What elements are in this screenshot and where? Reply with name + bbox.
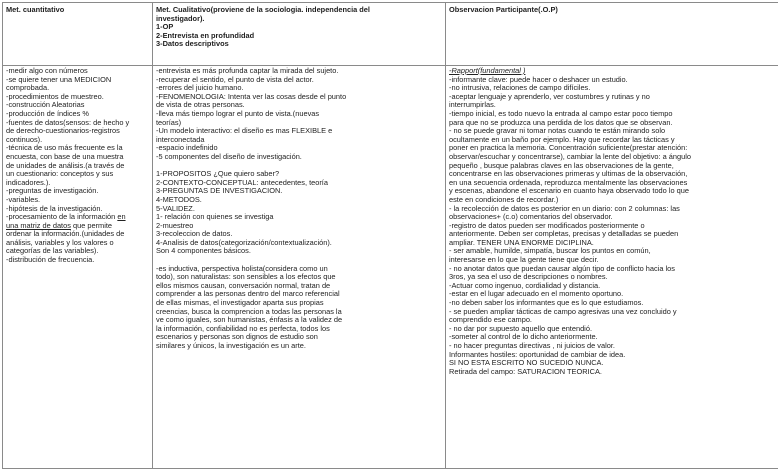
text-line: -producción de índices % (6, 109, 89, 118)
text-line: de vista de otras personas. (156, 101, 245, 110)
text-line: de derecho-cuestionarios-registros (6, 127, 120, 136)
text-fragment: que permite (70, 221, 113, 230)
text-line: -FENOMENOLOGIA: Intenta ver las cosas desde el punto (156, 92, 347, 101)
text-line: observar/escuchar y concentrarse), cambiar la lente del objetivo: a ángulo (449, 152, 691, 161)
text-line: -no intrusiva, relaciones de campo difíciles. (449, 84, 591, 93)
text-line: -preguntas de investigación. (6, 187, 99, 196)
text-line: 1- relación con quienes se investiga (156, 213, 274, 222)
text-line: comprobada. (6, 84, 50, 93)
header-qualitative (153, 3, 446, 66)
text-line: comprender a las personas dentro del marco referencial (156, 290, 340, 299)
text-line: -registro de datos pueden ser modificados posteriormente o (449, 221, 645, 230)
text-line: - la recolección de datos es posterior en un diario: con 2 columnas: las (449, 204, 680, 213)
text-line: y escenas, abandone el escenario en cuanto haya observado todo lo que (449, 187, 689, 196)
text-line: -medir algo con números (6, 67, 88, 75)
header-row (3, 3, 779, 66)
text-line: -procedimientos de muestreo. (6, 92, 104, 101)
text-line: -es inductiva, perspectiva holista(considera como un (156, 264, 328, 273)
text-line: categorías de las variables). (6, 247, 99, 256)
header-text-line: Met. Cualitativo(proviene de la sociologia. independencia del (156, 5, 370, 14)
text-line: en una secuencia ordenada, reproduzca mentalmente las observaciones (449, 178, 688, 187)
text-line: poner en practica la memoria. Concentración suficiente(prestar atención: (449, 144, 688, 153)
text-line: ellos mismos causan, conversación normal, tratan de (156, 281, 331, 290)
text-line: - no dar por supuesto aquello que entendió. (449, 324, 592, 333)
text-line: ampliar. TENER UNA ENORME DICIPLINA. (449, 238, 594, 247)
text-line: -entrevista es más profunda captar la mirada del sujeto. (156, 67, 339, 75)
text-line: concentrarse en las observaciones primeras y ultimas de la observación, (449, 170, 688, 179)
text-line: -distribución de frecuencia. (6, 256, 95, 265)
text-line: 2-muestreo (156, 221, 194, 230)
text-line: -técnica de uso más frecuente es la (6, 144, 123, 153)
text-line: la información, confiabilidad no es perfecta, todos los (156, 324, 330, 333)
text-line: interesarse en lo que la gente tiene que decir. (449, 256, 599, 265)
text-line: -informante clave: puede hacer o deshacer un estudio. (449, 75, 628, 84)
text-line: -errores del juicio humano. (156, 84, 244, 93)
text-line: anteriormente. Deben ser completas, precisas y detalladas se pueden (449, 230, 679, 239)
text-line: -5 componentes del diseño de investigación. (156, 152, 302, 161)
text-line: - no anotar datos que puedan causar algún tipo de conflicto hacia los (449, 264, 675, 273)
text-line: -Actuar como ingenuo, cordialidad y distancia. (449, 281, 601, 290)
text-line (6, 213, 149, 222)
text-line: Informantes hostiles: oportunidad de cambiar de idea. (449, 350, 626, 359)
comparison-table (2, 2, 778, 469)
text-line: SI NO ESTA ESCRITO NO SUCEDIÓ NUNCA. (449, 359, 604, 368)
text-fragment: -procesamiento de la información (6, 213, 118, 222)
text-line: para que no se produzca una perdida de los datos que se observan. (449, 118, 673, 127)
header-subitem: 1-OP (156, 22, 174, 32)
spacer (156, 256, 442, 265)
text-line: un cuestionario: conceptos y sus (6, 170, 114, 179)
text-line: interconectada (156, 135, 205, 144)
text-line: pequeño , busque palabras claves en las observaciones de la gente, (449, 161, 674, 170)
text-line: -Un modelo interactivo: el diseño es mas FLEXIBLE e (156, 127, 333, 136)
text-line: - no hacer preguntas directivas , ni juicios de valor. (449, 342, 615, 350)
text-line: Retirada del campo: SATURACION TEORICA. (449, 367, 602, 376)
header-text-line: investigador). (156, 13, 205, 23)
text-line: - no se puede gravar ni tomar notas cuando te están mirando solo (449, 127, 666, 136)
hyperlink-text: en (117, 213, 126, 222)
document-table-container (2, 2, 778, 469)
text-line: 4-METODOS. (156, 195, 202, 204)
text-line: 4-Analisis de datos(categorización/contextualización). (156, 238, 332, 247)
text-line: -no deben saber los informantes que es lo que estudiamos. (449, 299, 644, 308)
text-line: ve como iguales, son humanistas, énfasis a la validez de (156, 316, 343, 325)
text-line: indicadores.). (6, 178, 51, 187)
text-line: teorías) (156, 118, 182, 127)
text-line: -espacio indefinido (156, 144, 218, 153)
qualitative-cell (153, 66, 446, 469)
text-line: -variables. (6, 195, 41, 204)
text-line: -fuentes de datos(sensos: de hecho y (6, 118, 130, 127)
content-row (3, 66, 779, 469)
text-line: análisis, variables y los valores o (6, 238, 114, 247)
text-line: 1-PROPOSITOS ¿Que quiero saber? (156, 170, 280, 179)
text-line: creencias, busca la comprencion a todas las personas la (156, 307, 342, 316)
text-line: 2-CONTEXTO-CONCEPTUAL: antecedentes, teoría (156, 178, 328, 187)
text-line: -tiempo inicial, es todo nuevo la entrada al campo estar poco tiempo (449, 109, 673, 118)
text-line: escenarios y personas son dignos de estudio son (156, 333, 318, 342)
text-line: 5-VALIDEZ. (156, 204, 195, 213)
header-subitem: 3-Datos descriptivos (156, 39, 229, 49)
text-line: similares y únicos, la investigación es un arte. (156, 342, 306, 350)
text-line: - ser amable, humilde, simpatía, buscar los puntos en común, (449, 247, 651, 256)
text-line: ocultamente en un baño por ejemplo. Hay que recordar las tácticas y (449, 135, 675, 144)
header-quantitative: Met. cuantitativo (3, 3, 153, 66)
text-line: -lleva más tiempo lograr el punto de vista.(nuevas (156, 109, 320, 118)
text-line: -se quiere tener una MEDICION (6, 75, 112, 84)
text-line: 3-recoleccion de datos. (156, 230, 233, 239)
text-line: encuesta, con base de una muestra (6, 152, 124, 161)
text-line: 3ros, ya sea el uso de descripciones o nombres. (449, 273, 608, 282)
text-line: ordenar la información.(unidades de (6, 230, 125, 239)
text-line: este en condiciones de recordar.) (449, 195, 559, 204)
hyperlink-text: una matriz de datos (6, 221, 71, 230)
text-line: interrumpirlas. (449, 101, 496, 110)
text-line: continuos). (6, 135, 43, 144)
text-line: todo), son naturalistas: son sensibles a los efectos que (156, 273, 336, 282)
section-title: -Rapport(fundamental ) (449, 67, 526, 75)
quantitative-cell (3, 66, 153, 469)
text-line: -aceptar lenguaje y aprenderlo, ver costumbres y rutinas y no (449, 92, 650, 101)
text-line (6, 222, 149, 231)
text-line: comprendido ese campo. (449, 316, 532, 325)
participant-observation-cell (446, 66, 779, 469)
text-line: observaciones+ (c.o) comentarios del observador. (449, 213, 613, 222)
text-line: -recuperar el sentido, el punto de vista del actor. (156, 75, 314, 84)
text-line: de ellas mismas, el investigador aparta sus propias (156, 299, 324, 308)
spacer (156, 162, 442, 171)
text-line: -hipótesis de la investigación. (6, 204, 103, 213)
text-line: - se pueden ampliar tácticas de campo agresivas una vez concluido y (449, 307, 677, 316)
text-line: -estar en el lugar adecuado en el momento oportuno. (449, 290, 624, 299)
text-line: -construcción Aleatorias (6, 101, 85, 110)
text-line: -someter al control de lo dicho anteriormente. (449, 333, 598, 342)
text-line: de unidades de análisis.(a través de (6, 161, 125, 170)
header-subitem: 2-Entrevista en profundidad (156, 30, 255, 40)
header-participant-observation: Observacion Participante(.O.P) (446, 3, 779, 66)
text-line: 3-PREGUNTAS DE INVESTIGACION. (156, 187, 283, 196)
text-line: Son 4 componentes básicos. (156, 247, 251, 256)
